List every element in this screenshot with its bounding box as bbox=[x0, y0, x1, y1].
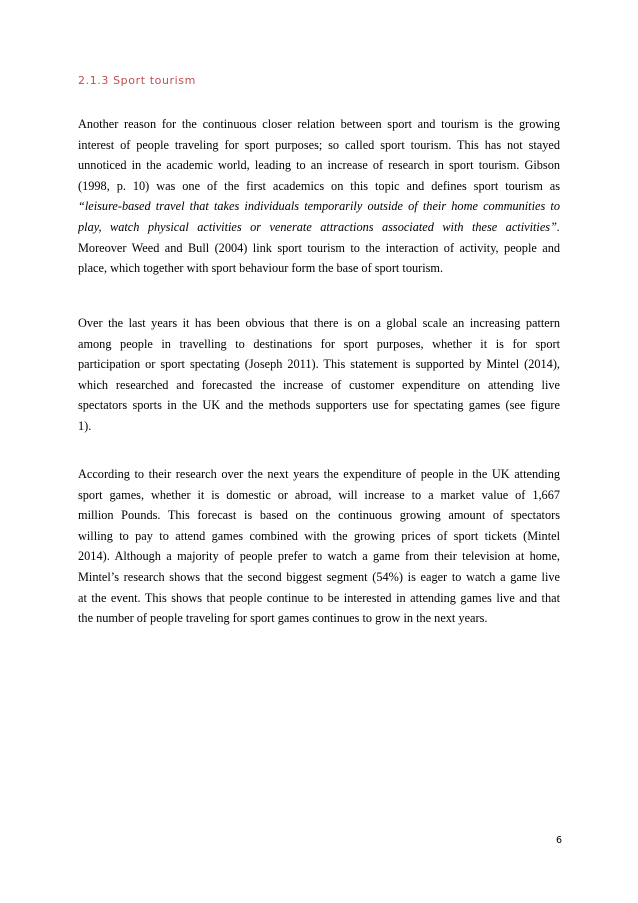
paragraph-line: interest of people traveling for sport purposes; so called sport tourism. This has not stayed bbox=[78, 137, 560, 152]
quoted-definition-line: “leisure-based travel that takes individuals temporarily outside of their home communities to bbox=[78, 199, 560, 214]
paragraph-line: among people in travelling to destinations for sport purposes, whether it is for sport bbox=[78, 336, 560, 351]
paragraph-line: Over the last years it has been obvious that there is on a global scale an increasing pattern bbox=[78, 316, 560, 330]
paragraph-global-pattern bbox=[78, 313, 560, 437]
paragraph-line: willing to pay to attend games combined with the growing prices of sport tickets (Mintel bbox=[78, 528, 560, 543]
paragraph-sport-tourism-definition bbox=[78, 114, 560, 279]
paragraph-line: at the event. This shows that people continue to be interested in attending games live and that bbox=[78, 590, 560, 605]
paragraph-line: the number of people traveling for sport games continues to grow in the next years. bbox=[78, 611, 488, 626]
paragraph-line: 2014). Although a majority of people prefer to watch a game from their television at home, bbox=[78, 549, 560, 564]
quoted-definition-line: play, watch physical activities or venerate attractions associated with these activities”. bbox=[78, 219, 560, 234]
paragraph-line: participation or sport spectating (Joseph 2011). This statement is supported by Mintel (2014), bbox=[78, 357, 560, 372]
paragraph-line: unnoticed in the academic world, leading to an increase of research in sport tourism. Gibson bbox=[78, 158, 560, 173]
paragraph-line: place, which together with sport behaviour form the base of sport tourism. bbox=[78, 261, 444, 276]
paragraph-line: 1). bbox=[78, 418, 92, 433]
paragraph-line: Mintel’s research shows that the second biggest segment (54%) is eager to watch a game live bbox=[78, 569, 560, 584]
paragraph-line: (1998, p. 10) was one of the first academics on this topic and defines sport tourism as bbox=[78, 178, 560, 193]
paragraph-line: According to their research over the next years the expenditure of people in the UK attending bbox=[78, 467, 560, 481]
paragraph-line: Moreover Weed and Bull (2004) link sport tourism to the interaction of activity, people and bbox=[78, 240, 560, 255]
paragraph-line: spectators sports in the UK and the methods supporters use for spectating games (see figure bbox=[78, 398, 560, 413]
section-heading: 2.1.3 Sport tourism bbox=[78, 74, 196, 87]
paragraph-line: million Pounds. This forecast is based on the continuous growing amount of spectators bbox=[78, 508, 560, 523]
paragraph-line: which researched and forecasted the increase of customer expenditure on attending live bbox=[78, 377, 560, 392]
paragraph-line: sport games, whether it is domestic or abroad, will increase to a market value of 1,667 bbox=[78, 487, 560, 502]
paragraph-line: Another reason for the continuous closer relation between sport and tourism is the growing bbox=[78, 117, 560, 131]
paragraph-expenditure-forecast bbox=[78, 464, 560, 629]
page-number: 6 bbox=[555, 835, 562, 846]
